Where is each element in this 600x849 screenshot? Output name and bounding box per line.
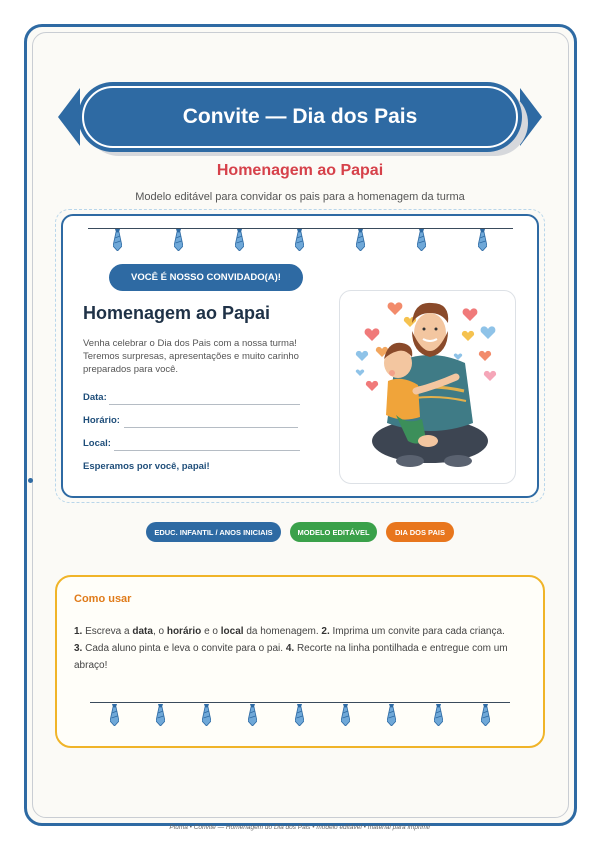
step-2-number: 2. bbox=[321, 626, 330, 637]
side-dot bbox=[28, 478, 33, 483]
tie-icon bbox=[417, 229, 426, 251]
card-title: Homenagem ao Papai bbox=[83, 303, 271, 323]
tag-modelo-editavel: MODELO EDITÁVEL bbox=[290, 522, 377, 542]
tag-educ-infantil: EDUC. INFANTIL / ANOS INICIAIS bbox=[146, 522, 281, 542]
tie-icon bbox=[113, 229, 122, 251]
tie-icon bbox=[235, 229, 244, 251]
step-1-number: 1. bbox=[74, 626, 83, 637]
time-label: Horário: bbox=[83, 415, 120, 426]
date-label: Data: bbox=[83, 392, 107, 403]
tie-icon bbox=[341, 704, 350, 726]
tie-icon bbox=[110, 704, 119, 726]
banner-ribbon-left bbox=[58, 88, 80, 146]
place-field[interactable] bbox=[114, 450, 300, 451]
father-child-illustration bbox=[339, 290, 516, 484]
tie-icon bbox=[174, 229, 183, 251]
how-to-instructions: 1. Escreva a data, o horário e o local da homenagem. 2. Imprima um convite para cada criança. 3. Cada aluno pinta e leva o convite para o pai. 4. Recorte na linha pontilhada e entregue com um abraço! bbox=[74, 626, 508, 671]
closing-text: Esperamos por você, papai! bbox=[83, 461, 210, 472]
time-field[interactable] bbox=[124, 427, 298, 428]
tie-garland-string-bottom bbox=[90, 702, 510, 703]
father-hugging-child-image bbox=[340, 291, 516, 484]
tie-icon bbox=[481, 704, 490, 726]
card-text: Venha celebrar o Dia dos Pais com a nossa turma! Teremos surpresas, apresentações e muito carinho preparados para você. bbox=[83, 338, 299, 375]
title-banner bbox=[78, 82, 522, 152]
page-subtitle: Homenagem ao Papai bbox=[216, 162, 384, 179]
banner-title: Convite — Dia dos Pais bbox=[82, 86, 518, 148]
step-3-number: 3. bbox=[74, 643, 83, 654]
date-field[interactable] bbox=[109, 404, 300, 405]
tie-icon bbox=[295, 229, 304, 251]
step-4-number: 4. bbox=[285, 643, 295, 654]
place-label: Local: bbox=[83, 438, 111, 449]
page-description: Modelo editável para convidar os pais para a homenagem da turma bbox=[135, 191, 465, 203]
page-footer: Pluma • Convite — Homenagem do Dia dos Pais • modelo editável • material para imprimir bbox=[169, 824, 431, 831]
tie-icon bbox=[156, 704, 165, 726]
tie-icon bbox=[295, 704, 304, 726]
tie-icon bbox=[434, 704, 443, 726]
tie-icon bbox=[356, 229, 365, 251]
how-to-title: Como usar bbox=[74, 593, 132, 605]
tag-dia-dos-pais: DIA DOS PAIS bbox=[386, 522, 454, 542]
tie-icon bbox=[478, 229, 487, 251]
tie-icon bbox=[202, 704, 211, 726]
tie-icon bbox=[387, 704, 396, 726]
guest-pill: VOCÊ É NOSSO CONVIDADO(A)! bbox=[109, 264, 303, 291]
tie-icon bbox=[248, 704, 257, 726]
